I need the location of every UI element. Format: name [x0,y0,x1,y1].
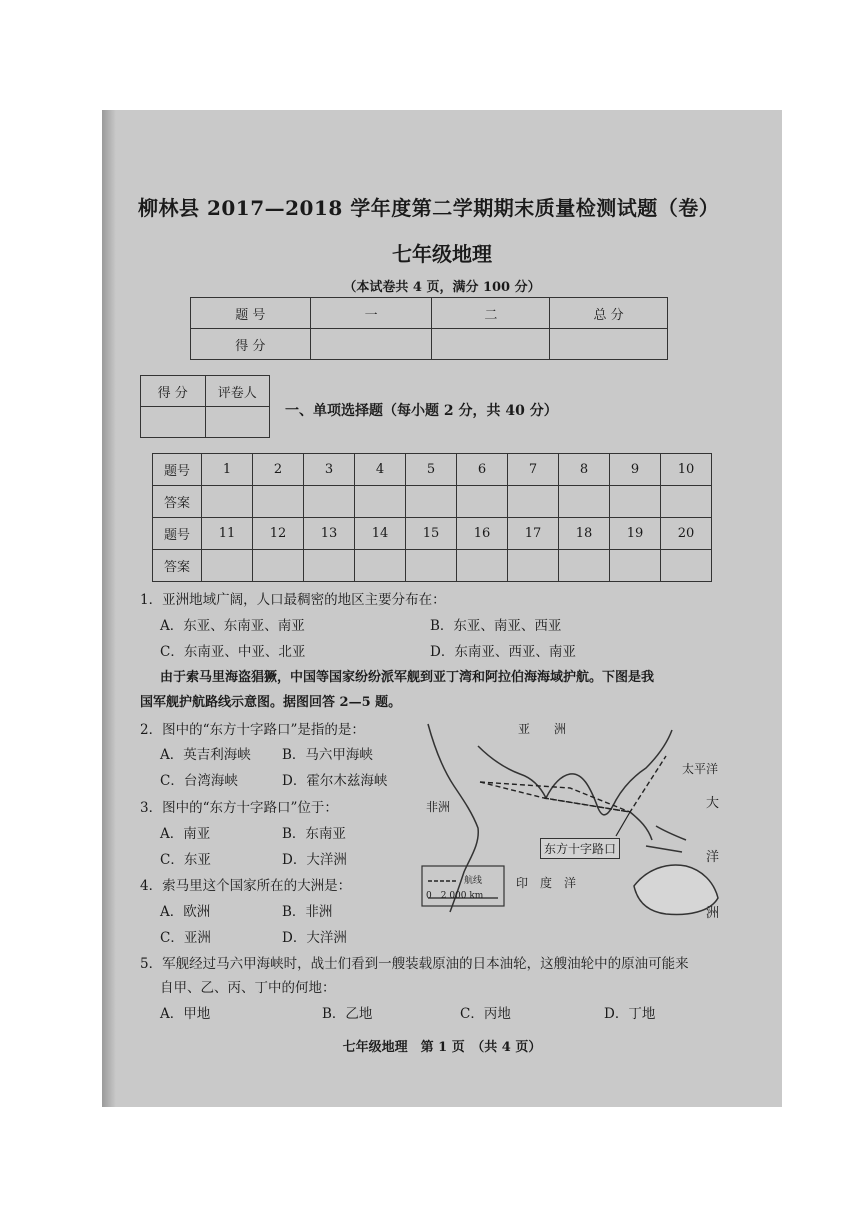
q4-option-c: C．亚洲 [160,930,211,946]
grid-answer-cell [304,550,355,582]
grid-answer-cell [355,486,406,518]
grid-qnum: 13 [304,518,355,550]
q2-option-c: C．台湾海峡 [160,773,238,789]
grid-answer-cell [202,486,253,518]
q4-option-b: B．非洲 [282,904,333,920]
q2-option-a: A．英吉利海峡 [160,747,251,763]
grid-answer-cell [406,550,457,582]
map-label-oceania-1: 大 [706,796,720,811]
map-label-oceania-3: 洲 [706,906,720,921]
grid-qnum: 11 [202,518,253,550]
grid-answer-label: 答案 [153,550,202,582]
q2-option-b: B．马六甲海峡 [282,747,373,763]
grid-answer-cell [661,550,712,582]
q4-option-d: D．大洋洲 [282,930,347,946]
grid-answer-cell [355,550,406,582]
grid-qnum: 4 [355,454,406,486]
q2-stem: 2．图中的“东方十字路口”是指的是： [140,722,365,738]
q1-stem: 1．亚洲地域广阔，人口最稠密的地区主要分布在： [140,592,446,608]
q3-stem: 3．图中的“东方十字路口”位于： [140,800,338,816]
grid-answer-cell [508,486,559,518]
asia-coast [478,730,672,815]
grid-qnum: 1 [202,454,253,486]
q5-option-c: C．丙地 [460,1006,511,1022]
grid-qnum: 2 [253,454,304,486]
grid-qnum: 18 [559,518,610,550]
grid-answer-cell [253,550,304,582]
grid-qnum: 15 [406,518,457,550]
grid-qnum: 16 [457,518,508,550]
grader-name-cell [205,407,270,438]
grid-qnum: 14 [355,518,406,550]
grid-answer-cell [304,486,355,518]
grid-qnum: 8 [559,454,610,486]
grid-answer-cell [610,486,661,518]
grader-box [140,375,270,438]
grid-qnum: 6 [457,454,508,486]
grid-answer-cell [457,550,508,582]
q1-option-d: D．东南亚、西亚、南亚 [430,644,576,660]
map-label-asia: 亚 洲 [518,722,567,736]
grid-qnum: 3 [304,454,355,486]
grader-score-cell [141,407,206,438]
exam-page [102,110,782,1107]
map-label-africa: 非洲 [426,800,451,814]
q4-option-a: A．欧洲 [160,904,211,920]
map-label-pacific: 太平洋 [682,762,719,776]
grid-qnum: 20 [661,518,712,550]
score-cell [310,329,432,360]
route-line [480,782,630,812]
q5-stem-line-2: 自甲、乙、丙、丁中的何地： [160,980,336,996]
q1-option-a: A．东亚、东南亚、南亚 [160,618,305,634]
grader-score-label: 得 分 [141,376,206,407]
score-row-label: 得 分 [191,329,311,360]
score-cell [550,329,668,360]
answer-grid [152,453,712,582]
grid-answer-cell [406,486,457,518]
q2-option-d: D．霍尔木兹海峡 [282,773,388,789]
grid-qnum: 10 [661,454,712,486]
score-header-part1: 一 [310,298,432,329]
q3-option-c: C．东亚 [160,852,211,868]
grid-qnum: 12 [253,518,304,550]
callout-pointer [616,812,630,836]
escort-route-map [420,716,725,921]
q5-option-a: A．甲地 [160,1006,211,1022]
q5-option-d: D．丁地 [604,1006,656,1022]
score-header-total: 总 分 [550,298,668,329]
grid-qnum-label: 题号 [153,454,202,486]
passage-line-2: 国军舰护航路线示意图。据图回答 2—5 题。 [140,695,402,710]
grid-answer-cell [457,486,508,518]
passage-line-1: 由于索马里海盗猖獗，中国等国家纷纷派军舰到亚丁湾和阿拉伯海海域护航。下图是我 [160,670,655,685]
map-callout-east-crossroads: 东方十字路口 [540,838,620,859]
grid-answer-cell [661,486,712,518]
score-table [190,297,668,360]
map-label-oceania-2: 洋 [706,850,720,865]
score-cell [432,329,550,360]
legend-scale-label: 0 2 000 km [426,891,484,901]
q3-option-b: B．东南亚 [282,826,346,842]
q1-option-b: B．东亚、南亚、西亚 [430,618,562,634]
exam-subtitle: 七年级地理 [392,242,492,266]
grid-answer-cell [610,550,661,582]
score-header-qnum: 题 号 [191,298,311,329]
grid-qnum: 9 [610,454,661,486]
exam-note: （本试卷共 4 页，满分 100 分） [343,280,541,295]
q5-stem-line-1: 5．军舰经过马六甲海峡时，战士们看到一艘装载原油的日本油轮，这艘油轮中的原油可能来 [140,956,689,972]
grid-answer-cell [559,550,610,582]
score-header-part2: 二 [432,298,550,329]
section-one-title: 一、单项选择题（每小题 2 分，共 40 分） [285,403,558,419]
sea-islands [630,812,686,852]
exam-title: 柳林县 2017—2018 学年度第二学期期末质量检测试题（卷） [138,196,720,220]
grid-answer-cell [253,486,304,518]
grid-answer-label: 答案 [153,486,202,518]
grid-qnum-label: 题号 [153,518,202,550]
grid-answer-cell [508,550,559,582]
q5-option-b: B．乙地 [322,1006,373,1022]
grader-name-label: 评卷人 [205,376,270,407]
q4-stem: 4．索马里这个国家所在的大洲是： [140,878,352,894]
q3-option-a: A．南亚 [160,826,211,842]
q3-option-d: D．大洋洲 [282,852,347,868]
grid-answer-cell [559,486,610,518]
grid-answer-cell [202,550,253,582]
q1-option-c: C．东南亚、中亚、北亚 [160,644,306,660]
legend-route-label: 航线 [464,876,483,886]
grid-qnum: 7 [508,454,559,486]
map-label-indian-ocean: 印 度 洋 [516,876,577,890]
grid-qnum: 5 [406,454,457,486]
route-line [544,798,630,812]
grid-qnum: 17 [508,518,559,550]
page-footer: 七年级地理 第 1 页 （共 4 页） [342,1040,542,1055]
grid-qnum: 19 [610,518,661,550]
